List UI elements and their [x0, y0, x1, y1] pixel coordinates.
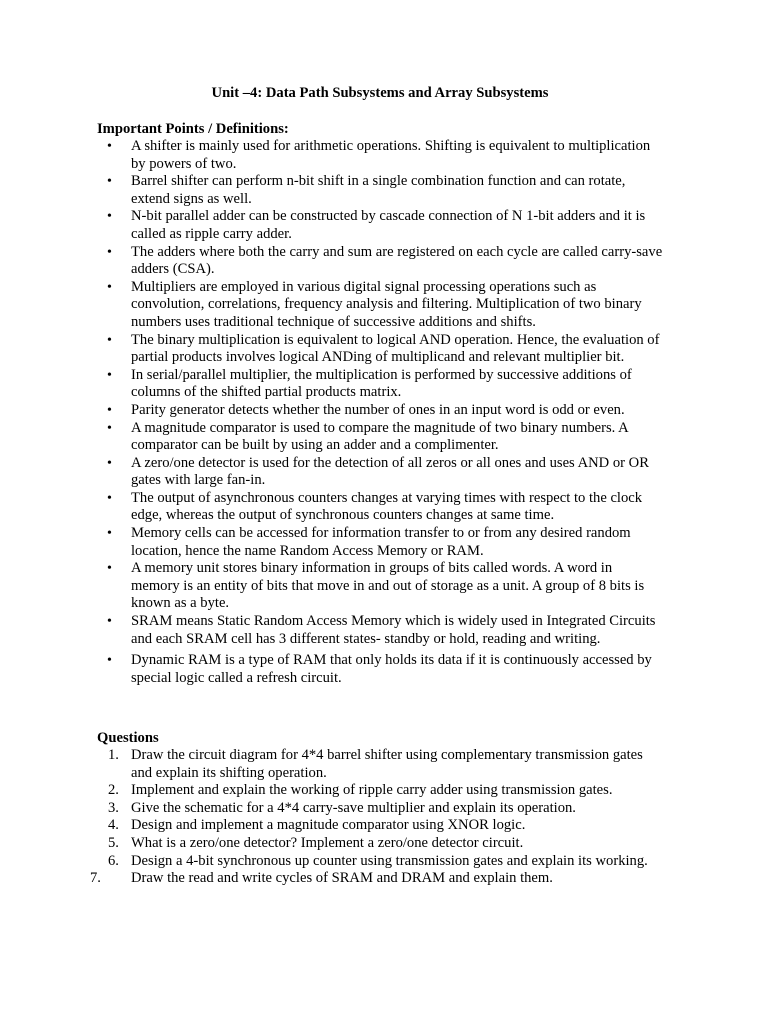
- questions-heading: Questions: [97, 730, 159, 746]
- question-item: [0, 817, 768, 835]
- question-text: Design and implement a magnitude comparator using XNOR logic.: [131, 817, 526, 834]
- question-item: [0, 835, 768, 853]
- bullet-icon: •: [107, 244, 112, 260]
- bullet-icon: •: [107, 367, 112, 383]
- list-item: • Memory cells can be accessed for information transfer to or from any desired random location, hence the name Random Access Memory or RAM.: [107, 525, 631, 559]
- points-list: [0, 138, 768, 687]
- list-item: • The adders where both the carry and sum are registered on each cycle are called carry-save adders (CSA).: [107, 243, 663, 278]
- list-item: • In serial/parallel multiplier, the multiplication is performed by successive additions of columns of the shifted partial products matrix.: [107, 366, 632, 401]
- question-item: [0, 782, 768, 800]
- question-text: What is a zero/one detector? Implement a zero/one detector circuit.: [131, 834, 524, 851]
- question-item: [0, 800, 768, 818]
- list-item: • Multipliers are employed in various digital signal processing operations such as convolution, correlations, frequency analysis and filtering. Multiplication of two binary numbers uses traditional technique of successive additions and shifts.: [107, 278, 642, 330]
- list-item: • SRAM means Static Random Access Memory which is widely used in Integrated Circuits and each SRAM cell has 3 different states- standby or hold, reading and writing.: [107, 613, 656, 647]
- list-item: • The output of asynchronous counters changes at varying times with respect to the clock edge, whereas the output of synchronous counters changes at same time.: [107, 489, 643, 524]
- list-item: • A shifter is mainly used for arithmetic operations. Shifting is equivalent to multiplication by powers of two.: [107, 138, 651, 172]
- bullet-icon: •: [107, 332, 112, 348]
- question-text: Give the schematic for a 4*4 carry-save multiplier and explain its operation.: [131, 799, 576, 816]
- list-item: • N-bit parallel adder can be constructed by cascade connection of N 1-bit adders and it is called as ripple carry adder.: [107, 208, 646, 242]
- question-item: [0, 870, 768, 888]
- list-item: • A zero/one detector is used for the detection of all zeros or all ones and uses AND or OR gates with large fan-in.: [107, 454, 649, 489]
- question-number: 3.: [108, 799, 119, 816]
- question-text: Draw the read and write cycles of SRAM and DRAM and explain them.: [131, 870, 553, 887]
- list-item: • A memory unit stores binary information in groups of bits called words. A word in memory is an entity of bits that move in and out of storage as a unit. A group of 8 bits is known as a byte.: [107, 560, 645, 612]
- question-number: 1.: [108, 747, 119, 763]
- bullet-icon: •: [107, 455, 112, 471]
- page-title: Unit –4: Data Path Subsystems and Array Subsystems: [211, 85, 549, 101]
- question-number: 2.: [108, 782, 119, 799]
- bullet-icon: •: [107, 174, 112, 190]
- bullet-icon: •: [107, 614, 112, 630]
- question-item: [0, 747, 768, 782]
- bullet-icon: •: [107, 139, 112, 154]
- questions-list: [0, 747, 768, 888]
- bullet-icon: •: [107, 279, 112, 295]
- question-number: 6.: [108, 852, 119, 869]
- list-item: • The binary multiplication is equivalent to logical AND operation. Hence, the evaluation of partial products involves logical ANDing of multiplicand and relevant multiplier bit.: [107, 331, 660, 366]
- bullet-icon: •: [107, 653, 112, 669]
- points-heading: Important Points / Definitions:: [97, 121, 289, 137]
- list-item: • Parity generator detects whether the number of ones in an input word is odd or even.: [107, 401, 625, 418]
- question-number: 5.: [108, 834, 119, 851]
- question-number: 7.: [90, 870, 101, 887]
- bullet-icon: •: [107, 209, 112, 225]
- list-item: • Barrel shifter can perform n-bit shift in a single combination function and can rotate, extend signs as well.: [107, 173, 626, 207]
- question-number: 4.: [108, 817, 119, 834]
- list-item: • A magnitude comparator is used to compare the magnitude of two binary numbers. A comparator can be built by using an adder and a complimenter.: [107, 419, 628, 454]
- question-text: Draw the circuit diagram for 4*4 barrel shifter using complementary transmission gates and explain its shifting operation.: [131, 747, 643, 781]
- list-item: • Dynamic RAM is a type of RAM that only holds its data if it is continuously accessed by special logic called a refresh circuit.: [107, 652, 652, 686]
- bullet-icon: •: [107, 490, 112, 506]
- bullet-icon: •: [107, 526, 112, 542]
- bullet-icon: •: [107, 420, 112, 436]
- question-text: Implement and explain the working of ripple carry adder using transmission gates.: [131, 782, 613, 799]
- bullet-icon: •: [107, 402, 112, 418]
- question-item: [0, 853, 768, 871]
- bullet-icon: •: [107, 561, 112, 577]
- question-text: Design a 4-bit synchronous up counter using transmission gates and explain its working.: [131, 852, 648, 869]
